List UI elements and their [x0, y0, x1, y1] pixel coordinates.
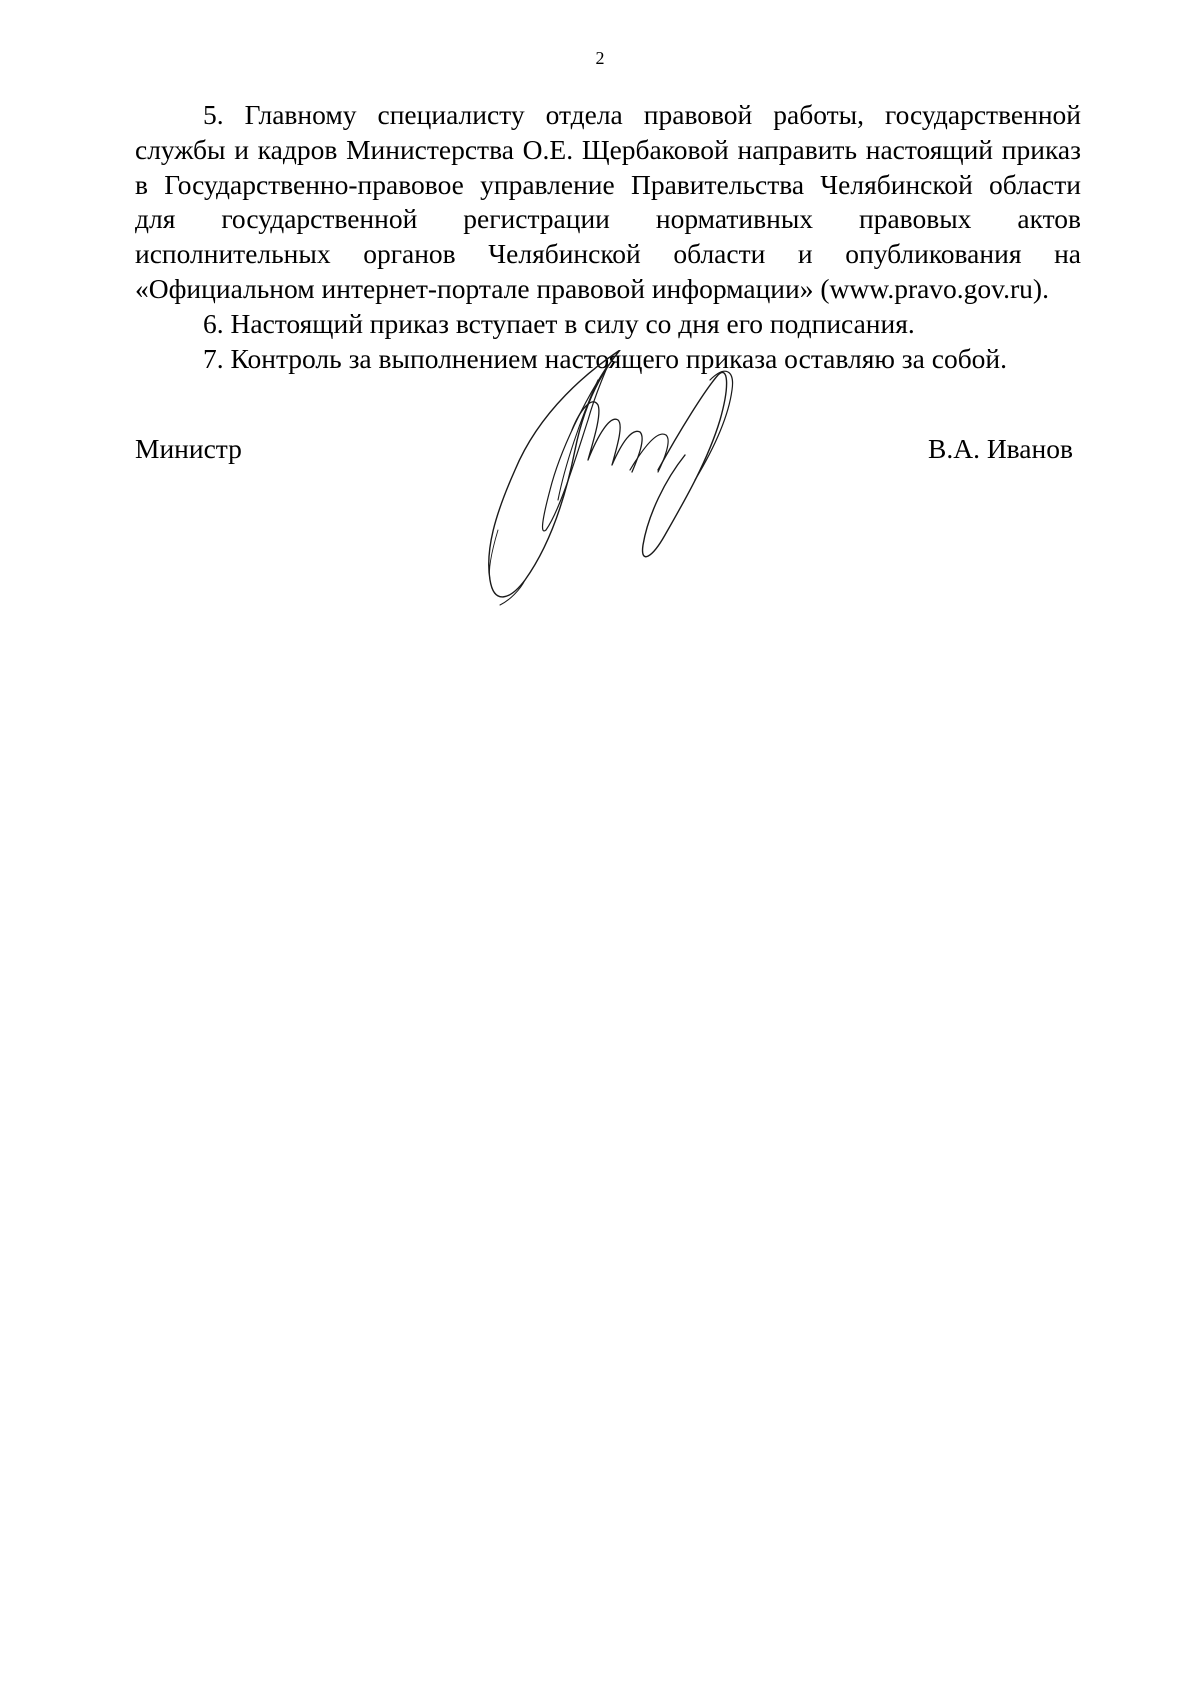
- handwritten-signature-icon: [480, 350, 800, 620]
- paragraph-5: 5. Главному специалисту отдела правовой работы, государственной службы и кадров Министерства О.Е. Щербаковой направить настоящий приказ в Государственно-правовое управление Правительства Челябинской области для государственной регистрации нормативных правовых актов исполнительных органов Челябинской области и опубликования на «Официальном интернет-портале правовой информации» (www.pravo.gov.ru).: [135, 99, 1081, 304]
- document-body: [135, 98, 1081, 376]
- paragraph-6: 6. Настоящий приказ вступает в силу со дня его подписания.: [203, 307, 915, 339]
- page-number: 2: [595, 48, 605, 68]
- paragraph-7: 7. Контроль за выполнением настоящего приказа оставляю за собой.: [203, 342, 1008, 374]
- signer-name: В.А. Иванов: [928, 433, 1073, 464]
- signer-position: Министр: [135, 433, 242, 464]
